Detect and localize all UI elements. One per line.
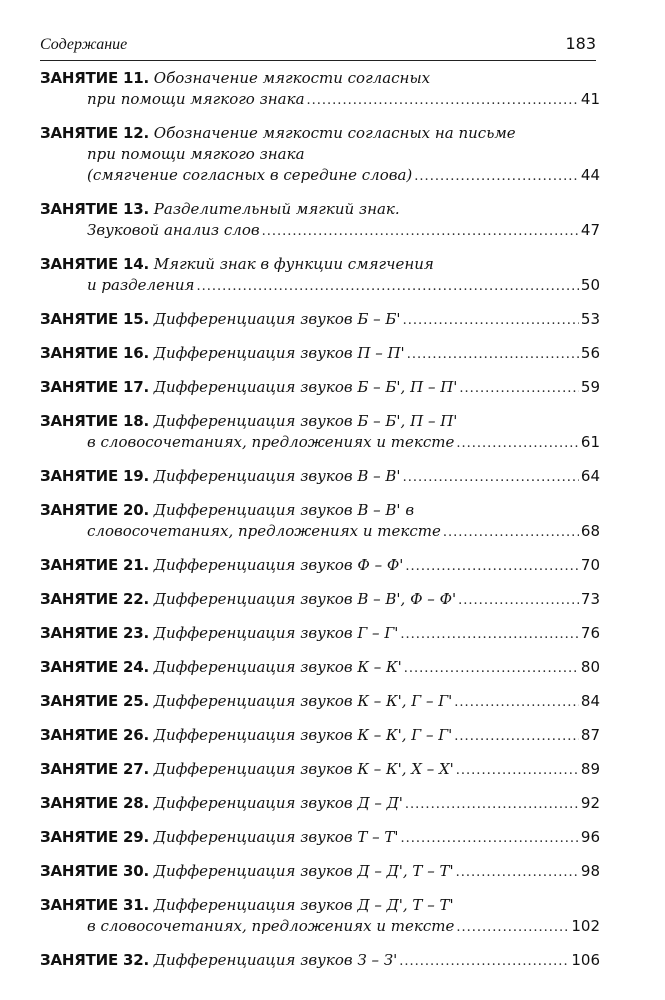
lesson-title: Дифференциация звуков Д – Д', Т – Т' xyxy=(153,862,454,880)
toc-entry xyxy=(40,199,600,242)
page-ref: 44 xyxy=(580,166,600,184)
page-ref: 92 xyxy=(580,794,600,812)
page-ref: 47 xyxy=(580,221,600,239)
page-ref: 59 xyxy=(580,378,600,396)
toc-entry-line xyxy=(40,220,600,242)
lesson-label: ЗАНЯТИЕ 21. xyxy=(40,556,149,574)
lesson-title: Звуковой анализ слов xyxy=(87,221,260,239)
toc-entry xyxy=(40,377,600,399)
toc-entry-line xyxy=(40,827,600,849)
dot-leader xyxy=(403,467,579,488)
toc-entry-line xyxy=(40,759,600,781)
running-header xyxy=(40,32,596,61)
page-ref: 80 xyxy=(580,658,600,676)
lesson-label: ЗАНЯТИЕ 31. xyxy=(40,896,149,914)
dot-leader xyxy=(458,590,579,611)
toc-entry xyxy=(40,589,600,611)
toc-entry xyxy=(40,950,600,972)
lesson-title: Дифференциация звуков Б – Б', П – П' xyxy=(153,412,458,430)
lesson-label: ЗАНЯТИЕ 20. xyxy=(40,501,149,519)
page-ref: 41 xyxy=(580,90,600,108)
lesson-label: ЗАНЯТИЕ 17. xyxy=(40,378,149,396)
toc-entry-line xyxy=(40,793,600,815)
lesson-label: ЗАНЯТИЕ 18. xyxy=(40,412,149,430)
page-ref: 68 xyxy=(580,522,600,540)
lesson-label: ЗАНЯТИЕ 22. xyxy=(40,590,149,608)
toc-entry-line xyxy=(40,144,600,165)
toc-entry-line xyxy=(40,411,600,432)
toc-entry xyxy=(40,254,600,297)
lesson-label: ЗАНЯТИЕ 27. xyxy=(40,760,149,778)
toc-entry-line xyxy=(40,89,600,111)
toc-entry-line xyxy=(40,165,600,187)
toc-entry xyxy=(40,555,600,577)
dot-leader xyxy=(459,378,578,399)
dot-leader xyxy=(405,556,578,577)
section-title: Содержание xyxy=(40,36,128,53)
lesson-label: ЗАНЯТИЕ 30. xyxy=(40,862,149,880)
toc-entry-line xyxy=(40,466,600,488)
page-number: 183 xyxy=(565,34,596,53)
toc-entry xyxy=(40,725,600,747)
toc-entry-line xyxy=(40,309,600,331)
page-ref: 53 xyxy=(580,310,600,328)
dot-leader xyxy=(456,433,579,454)
lesson-title: словосочетаниях, предложениях и тексте xyxy=(87,522,441,540)
toc-entry-line xyxy=(40,521,600,543)
lesson-label: ЗАНЯТИЕ 14. xyxy=(40,255,149,273)
lesson-label: ЗАНЯТИЕ 12. xyxy=(40,124,149,142)
toc-entry xyxy=(40,691,600,713)
page-ref: 50 xyxy=(580,276,600,294)
lesson-label: ЗАНЯТИЕ 26. xyxy=(40,726,149,744)
page-ref: 98 xyxy=(580,862,600,880)
toc-entry-line xyxy=(40,725,600,747)
dot-leader xyxy=(443,522,579,543)
lesson-title: Дифференциация звуков К – К', Г – Г' xyxy=(153,726,453,744)
dot-leader xyxy=(454,726,579,747)
toc-entry xyxy=(40,657,600,679)
lesson-label: ЗАНЯТИЕ 11. xyxy=(40,69,149,87)
dot-leader xyxy=(404,658,579,679)
lesson-title: Разделительный мягкий знак. xyxy=(153,200,400,218)
lesson-title: Дифференциация звуков В – В', Ф – Ф' xyxy=(153,590,457,608)
lesson-title: Дифференциация звуков Т – Т' xyxy=(153,828,399,846)
dot-leader xyxy=(407,344,579,365)
lesson-label: ЗАНЯТИЕ 25. xyxy=(40,692,149,710)
toc-entry-line xyxy=(40,916,600,938)
lesson-title: Дифференциация звуков Г – Г' xyxy=(153,624,399,642)
toc-entry xyxy=(40,759,600,781)
page-ref: 61 xyxy=(580,433,600,451)
page-ref: 102 xyxy=(571,917,600,935)
dot-leader xyxy=(405,794,579,815)
lesson-title: Мягкий знак в функции смягчения xyxy=(153,255,434,273)
page-ref: 87 xyxy=(580,726,600,744)
toc-entry-line xyxy=(40,123,600,144)
toc-entry-line xyxy=(40,950,600,972)
lesson-title: Дифференциация звуков К – К', Х – Х' xyxy=(153,760,454,778)
toc-entry-line xyxy=(40,377,600,399)
toc-entry-line xyxy=(40,500,600,521)
page-ref: 56 xyxy=(580,344,600,362)
lesson-title: Обозначение мягкости согласных xyxy=(153,69,431,87)
lesson-label: ЗАНЯТИЕ 15. xyxy=(40,310,149,328)
lesson-label: ЗАНЯТИЕ 28. xyxy=(40,794,149,812)
toc-entry-line xyxy=(40,623,600,645)
lesson-title: Обозначение мягкости согласных на письме xyxy=(153,124,516,142)
dot-leader xyxy=(400,624,579,645)
toc-entry-line xyxy=(40,895,600,916)
toc-entry-line xyxy=(40,657,600,679)
lesson-title: Дифференциация звуков З – З' xyxy=(153,951,398,969)
lesson-label: ЗАНЯТИЕ 23. xyxy=(40,624,149,642)
lesson-label: ЗАНЯТИЕ 19. xyxy=(40,467,149,485)
page-ref: 64 xyxy=(580,467,600,485)
toc-entry xyxy=(40,411,600,454)
lesson-title: при помощи мягкого знака xyxy=(87,90,305,108)
toc-entry-line xyxy=(40,589,600,611)
toc-entry xyxy=(40,123,600,187)
lesson-title: (смягчение согласных в середине слова) xyxy=(87,166,413,184)
table-of-contents xyxy=(40,68,600,984)
page-ref: 70 xyxy=(580,556,600,574)
dot-leader xyxy=(307,90,579,111)
lesson-title: и разделения xyxy=(87,276,195,294)
lesson-title: Дифференциация звуков П – П' xyxy=(153,344,405,362)
lesson-title: Дифференциация звуков В – В' в xyxy=(153,501,415,519)
dot-leader xyxy=(414,166,579,187)
toc-entry-line xyxy=(40,199,600,220)
page-ref: 96 xyxy=(580,828,600,846)
dot-leader xyxy=(399,951,569,972)
toc-entry xyxy=(40,343,600,365)
page-ref: 89 xyxy=(580,760,600,778)
toc-entry-line xyxy=(40,691,600,713)
toc-entry xyxy=(40,68,600,111)
lesson-label: ЗАНЯТИЕ 29. xyxy=(40,828,149,846)
lesson-title: Дифференциация звуков Б – Б', П – П' xyxy=(153,378,458,396)
lesson-title: в словосочетаниях, предложениях и тексте xyxy=(87,433,455,451)
lesson-label: ЗАНЯТИЕ 13. xyxy=(40,200,149,218)
toc-entry-line xyxy=(40,555,600,577)
toc-entry xyxy=(40,500,600,543)
dot-leader xyxy=(454,692,579,713)
page-ref: 73 xyxy=(580,590,600,608)
lesson-label: ЗАНЯТИЕ 32. xyxy=(40,951,149,969)
dot-leader xyxy=(401,828,579,849)
page-ref: 106 xyxy=(571,951,600,969)
toc-entry-line xyxy=(40,861,600,883)
toc-entry xyxy=(40,466,600,488)
lesson-title: Дифференциация звуков К – К', Г – Г' xyxy=(153,692,453,710)
toc-entry xyxy=(40,861,600,883)
toc-entry xyxy=(40,895,600,938)
lesson-label: ЗАНЯТИЕ 24. xyxy=(40,658,149,676)
toc-entry xyxy=(40,793,600,815)
lesson-title: Дифференциация звуков Д – Д', Т – Т' xyxy=(153,896,454,914)
page-ref: 84 xyxy=(580,692,600,710)
toc-entry-line xyxy=(40,254,600,275)
toc-entry xyxy=(40,309,600,331)
dot-leader xyxy=(403,310,579,331)
lesson-title: Дифференциация звуков Б – Б' xyxy=(153,310,401,328)
dot-leader xyxy=(456,760,579,781)
toc-entry xyxy=(40,827,600,849)
toc-entry-line xyxy=(40,343,600,365)
lesson-title: в словосочетаниях, предложениях и тексте xyxy=(87,917,455,935)
toc-entry-line xyxy=(40,68,600,89)
lesson-label: ЗАНЯТИЕ 16. xyxy=(40,344,149,362)
lesson-title: Дифференциация звуков К – К' xyxy=(153,658,402,676)
dot-leader xyxy=(456,862,579,883)
toc-entry xyxy=(40,623,600,645)
toc-entry-line xyxy=(40,275,600,297)
lesson-title: Дифференциация звуков В – В' xyxy=(153,467,401,485)
toc-entry-line xyxy=(40,432,600,454)
dot-leader xyxy=(262,221,579,242)
lesson-title: при помощи мягкого знака xyxy=(87,145,305,163)
lesson-title: Дифференциация звуков Ф – Ф' xyxy=(153,556,404,574)
lesson-title: Дифференциация звуков Д – Д' xyxy=(153,794,403,812)
page-ref: 76 xyxy=(580,624,600,642)
dot-leader xyxy=(196,276,578,297)
dot-leader xyxy=(456,917,569,938)
